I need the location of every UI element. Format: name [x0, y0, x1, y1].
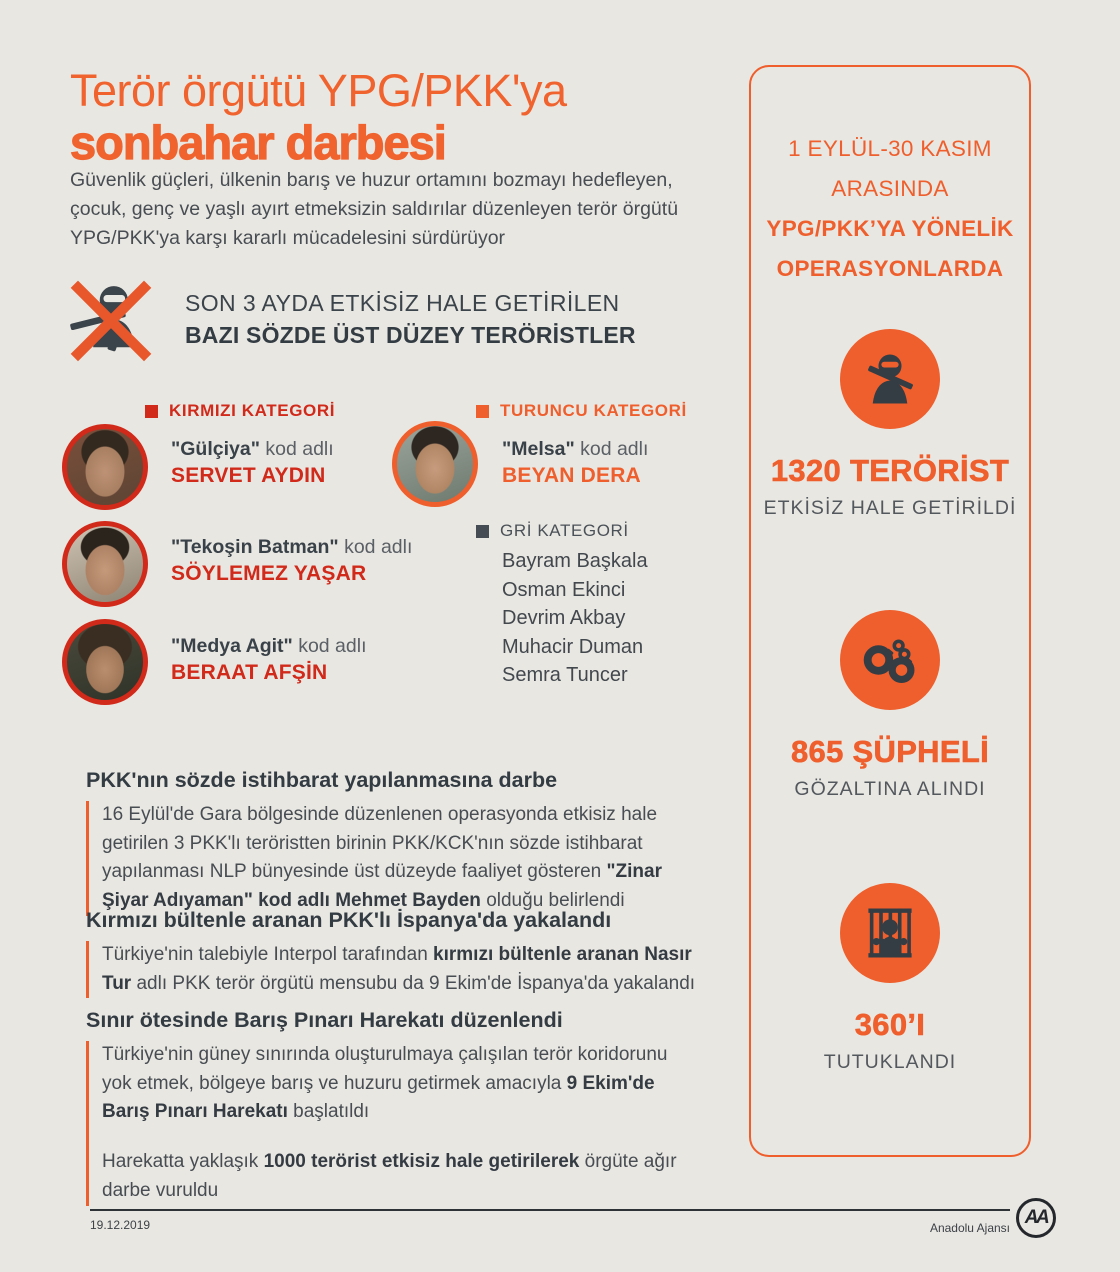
- gray-name: Muhacir Duman: [502, 635, 644, 658]
- news-text-bold: 9 Ekim'de Barış Pınarı Harekatı: [102, 1072, 655, 1123]
- handcuffs-icon: [840, 610, 940, 710]
- crossed-terrorist-icon: [64, 272, 158, 364]
- stat-label: GÖZALTINA ALINDI: [794, 778, 986, 800]
- news-body: [86, 1041, 702, 1206]
- eliminated-header-line1: SON 3 AYDA ETKİSİZ HALE GETİRİLEN: [185, 290, 620, 316]
- news-text: Türkiye'nin güney sınırında oluşturulmaya çalışılan terör koridorunu yok etmek, bölgeye barış ve huzuru getirmek amacıyla: [102, 1044, 668, 1094]
- code-name: "Melsa": [502, 438, 575, 460]
- news-section-interpol: [86, 908, 700, 998]
- page-title-line1: Terör örgütü YPG/PKK'ya: [70, 65, 567, 117]
- code-name-line: [171, 634, 367, 658]
- gray-name: Semra Tuncer: [502, 664, 628, 686]
- news-text: örgüte ağır darbe vuruldu: [102, 1151, 677, 1201]
- news-heading: PKK'nın sözde istihbarat yapılanmasına darbe: [86, 768, 558, 792]
- portrait-beraat-afsin: [62, 619, 148, 705]
- footer-divider: [90, 1209, 1010, 1211]
- news-text: Türkiye'nin talebiyle Interpol tarafından: [102, 944, 434, 965]
- eliminated-header: [185, 287, 636, 351]
- portrait-servet-aydin: [62, 424, 148, 510]
- stat-value: 360’I: [854, 1007, 926, 1042]
- code-name: "Medya Agit": [171, 635, 293, 657]
- news-text: başlatıldı: [287, 1101, 370, 1123]
- news-text-bold: kırmızı bültenle aranan Nasır Tur: [102, 944, 692, 994]
- person-name: SÖYLEMEZ YAŞAR: [171, 562, 367, 585]
- stat-value: 1320 TERÖRİST: [770, 453, 1010, 488]
- code-suffix: kod adlı: [259, 438, 334, 460]
- portrait-soylemez-yasar: [62, 521, 148, 607]
- code-name-line: [171, 437, 334, 461]
- stats-panel-header: [751, 129, 1029, 289]
- red-category-label: [145, 401, 335, 421]
- news-text: 16 Eylül'de Gara bölgesinde düzenlenen operasyonda etkisiz hale getirilen 3 PKK'lı teröristten birinin PKK/KCK'nın sözde istihbarat yapılanması NLP bünyesinde üst düzeyde faaliyet gösteren: [102, 804, 658, 883]
- news-text-bold: 1000 terörist etkisiz hale getirilerek: [263, 1151, 580, 1173]
- news-text: adlı PKK terör örgütü mensubu da 9 Ekim'de İspanya'da yakalandı: [131, 972, 696, 994]
- terrorist-icon: [840, 329, 940, 429]
- page-title: [70, 65, 567, 169]
- eliminated-header-line2: BAZI SÖZDE ÜST DÜZEY TERÖRİSTLER: [185, 322, 636, 348]
- person-servet-aydin: [171, 437, 334, 488]
- panel-header-line: 1 EYLÜL-30 KASIM: [788, 136, 992, 161]
- news-section-intelligence: [86, 768, 700, 916]
- code-suffix: kod adlı: [292, 635, 367, 657]
- news-text: olduğu belirlendi: [480, 890, 625, 912]
- news-section-operation: [86, 1008, 700, 1206]
- code-suffix: kod adlı: [338, 536, 413, 558]
- person-name: BEYAN DERA: [502, 464, 641, 487]
- footer-date: 19.12.2019: [90, 1218, 151, 1232]
- jail-icon: [840, 883, 940, 983]
- code-name: "Gülçiya": [171, 438, 260, 460]
- stat-arrested: [751, 883, 1029, 1074]
- orange-square-bullet: [476, 405, 489, 418]
- red-square-bullet: [145, 405, 158, 418]
- code-name-line: [171, 535, 412, 559]
- portrait-beyan-dera: [392, 421, 478, 507]
- person-beyan-dera: [502, 437, 648, 488]
- gray-category-label: [476, 521, 629, 541]
- gray-category-list: [502, 547, 648, 690]
- stat-label: ETKİSİZ HALE GETİRİLDİ: [763, 497, 1017, 519]
- orange-category-text: TURUNCU KATEGORİ: [500, 401, 687, 420]
- news-text: Harekatta yaklaşık: [102, 1151, 264, 1173]
- panel-header-line: ARASINDA: [831, 176, 949, 201]
- news-text-bold: "Zinar Şiyar Adıyaman" kod adlı Mehmet Bayden: [102, 861, 662, 912]
- gray-name: Osman Ekinci: [502, 578, 626, 601]
- page-title-line2: sonbahar darbesi: [70, 116, 446, 170]
- gray-category-text: GRİ KATEGORİ: [500, 521, 629, 540]
- anadolu-agency-logo: AA: [1016, 1198, 1056, 1238]
- person-name: SERVET AYDIN: [171, 464, 326, 487]
- stat-suspects-detained: [751, 610, 1029, 801]
- news-body: [86, 941, 702, 998]
- code-name-line: [502, 437, 648, 461]
- red-category-text: KIRMIZI KATEGORİ: [169, 401, 336, 420]
- news-heading: Kırmızı bültenle aranan PKK'lı İspanya'da yakalandı: [86, 908, 612, 932]
- news-heading: Sınır ötesinde Barış Pınarı Harekatı düzenlendi: [86, 1008, 563, 1032]
- panel-header-line-bold: YPG/PKK’YA YÖNELİK: [766, 216, 1014, 241]
- code-suffix: kod adlı: [574, 438, 649, 460]
- stat-label: TUTUKLANDI: [823, 1051, 957, 1073]
- orange-category-label: [476, 401, 687, 421]
- person-beraat-afsin: [171, 634, 367, 685]
- stat-value: 865 ŞÜPHELİ: [791, 734, 989, 769]
- stat-terrorists-neutralized: [751, 329, 1029, 520]
- news-extra-paragraph: [102, 1148, 702, 1205]
- panel-header-line-bold: OPERASYONLARDA: [776, 256, 1004, 281]
- code-name: "Tekoşin Batman": [171, 536, 339, 558]
- news-body: [86, 801, 702, 916]
- gray-name: Bayram Başkala: [502, 550, 648, 572]
- footer-agency-name: Anadolu Ajansı: [929, 1221, 1010, 1235]
- person-name: BERAAT AFŞİN: [171, 661, 328, 684]
- stats-panel: [749, 65, 1031, 1157]
- person-soylemez-yasar: [171, 535, 412, 586]
- gray-square-bullet: [476, 525, 489, 538]
- gray-name: Devrim Akbay: [502, 607, 626, 629]
- intro-paragraph: Güvenlik güçleri, ülkenin barış ve huzur ortamını bozmayı hedefleyen, çocuk, genç ve yaşlı ayırt etmeksizin saldırılar düzenleyen terör örgütü YPG/PKK'ya karşı kararlı mücadelesini sürdürüyor: [70, 169, 679, 249]
